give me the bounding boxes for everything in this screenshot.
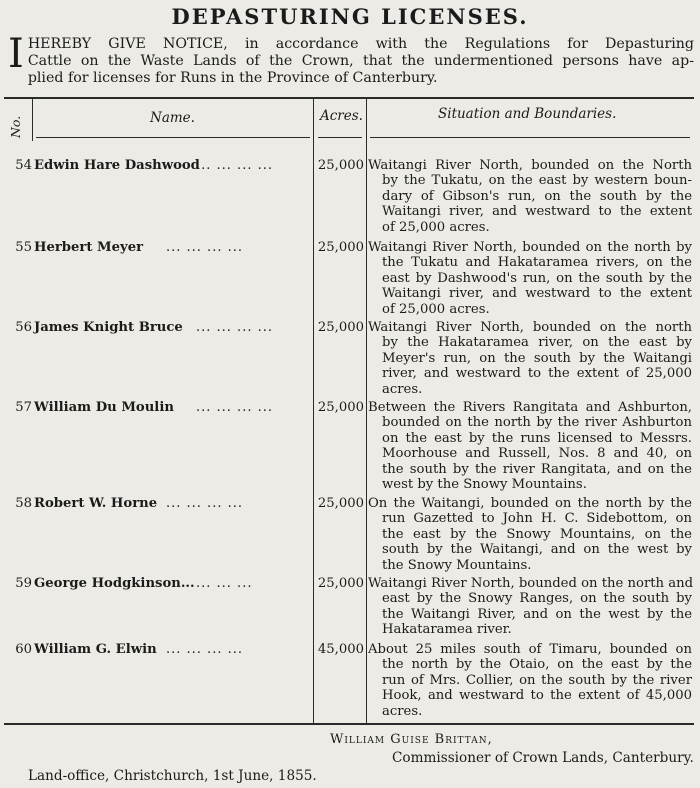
- row-acres: 25,000: [317, 320, 364, 335]
- notice-dropcap: I: [8, 31, 24, 77]
- row-situation: [368, 576, 692, 638]
- table-bottom-rule: [4, 723, 694, 725]
- row-leader-dots: ... ... ... ...: [166, 642, 243, 657]
- situation-line: Hook, and westward to the extent of 45,000: [382, 688, 692, 704]
- row-number: 55: [15, 240, 32, 255]
- signature-title: Commissioner of Crown Lands, Canterbury.: [392, 750, 694, 766]
- row-acres: 25,000: [317, 576, 364, 591]
- situation-line: of 25,000 acres.: [382, 219, 490, 235]
- situation-line: run of Mrs. Collier, on the south by the river: [382, 672, 692, 688]
- situation-line: of 25,000 acres.: [382, 301, 490, 317]
- situation-line: east by the Snowy Ranges, on the south by: [382, 591, 692, 607]
- situation-line: Waitangi river, and westward to the extent: [382, 204, 692, 220]
- situation-line: Waitangi River North, bounded on the north: [368, 320, 692, 335]
- row-leader-dots: ... ... ... ...: [196, 158, 273, 173]
- row-number: 56: [15, 320, 32, 335]
- header-underline-situation: [370, 137, 690, 138]
- situation-line: the Waitangi River, and on the west by the: [382, 606, 692, 622]
- situation-line: east by Dashwood's run, on the south by the: [382, 270, 692, 286]
- situation-line: south by the Waitangi, and on the west by: [382, 542, 692, 558]
- notice-paragraph: [8, 31, 694, 87]
- row-situation: [368, 496, 692, 573]
- header-underline-name: [36, 137, 310, 138]
- notice-line-3: plied for licenses for Runs in the Province of Canterbury.: [27, 70, 438, 86]
- situation-line: bounded on the north by the river Ashburton: [382, 415, 692, 431]
- situation-line: Between the Rivers Rangitata and Ashburton,: [368, 400, 692, 415]
- situation-line: the east by the Snowy Mountains, on the: [382, 526, 692, 542]
- row-number: 60: [15, 642, 32, 657]
- row-name: George Hodgkinson...: [34, 576, 195, 591]
- situation-line: Waitangi river, and westward to the extent: [382, 286, 692, 302]
- column-divider-no: [32, 99, 33, 141]
- situation-line: west by the Snowy Mountains.: [382, 477, 587, 493]
- situation-line: acres.: [382, 381, 423, 397]
- row-name: James Knight Bruce: [34, 320, 183, 335]
- situation-line: the north by the Otaio, on the east by the: [382, 657, 692, 673]
- situation-line: dary of Gibson's run, on the south by the: [382, 188, 692, 204]
- row-name: William G. Elwin: [34, 642, 157, 657]
- header-name: Name.: [150, 110, 195, 126]
- row-acres: 25,000: [317, 496, 364, 511]
- row-situation: [368, 400, 692, 492]
- situation-line: acres.: [382, 703, 423, 719]
- column-divider-name: [313, 99, 314, 723]
- row-acres: 25,000: [317, 158, 364, 173]
- situation-line: run Gazetted to John H. C. Sidebottom, on: [382, 511, 692, 527]
- row-acres: 25,000: [317, 240, 364, 255]
- row-name: Edwin Hare Dashwood: [34, 158, 200, 173]
- row-situation: [368, 320, 692, 397]
- situation-line: On the Waitangi, bounded on the north by the: [368, 496, 692, 511]
- row-name: Herbert Meyer: [34, 240, 144, 255]
- situation-line: by the Hakataramea river, on the east by: [382, 335, 692, 351]
- footer-place-date: Land-office, Christchurch, 1st June, 1855.: [28, 768, 317, 784]
- row-number: 54: [15, 158, 32, 173]
- row-name: Robert W. Horne: [34, 496, 158, 511]
- notice-line-1: HEREBY GIVE NOTICE, in accordance with the Regulations for Depasturing: [27, 36, 694, 52]
- row-leader-dots: ... ... ... ...: [166, 240, 243, 255]
- situation-line: Waitangi River North, bounded on the North: [368, 158, 692, 173]
- row-acres: 25,000: [317, 400, 364, 415]
- row-number: 58: [15, 496, 32, 511]
- situation-line: Hakataramea river.: [382, 622, 512, 638]
- row-situation: [368, 642, 692, 719]
- situation-line: Waitangi River North, bounded on the north and: [368, 576, 694, 591]
- table-top-rule: [4, 97, 694, 99]
- row-number: 57: [15, 400, 32, 415]
- header-situation: Situation and Boundaries.: [438, 106, 617, 122]
- column-divider-acres: [366, 99, 367, 723]
- header-underline-acres: [318, 137, 362, 138]
- header-no: No.: [8, 115, 23, 138]
- row-name: William Du Moulin: [34, 400, 174, 415]
- situation-line: Moorhouse and Russell, Nos. 8 and 40, on: [382, 446, 692, 462]
- notice-line-2: Cattle on the Waste Lands of the Crown, that the undermentioned persons have ap-: [27, 53, 694, 69]
- situation-line: on the east by the runs licensed to Messrs.: [382, 430, 692, 446]
- situation-line: by the Tukatu, on the east by western boun-: [382, 173, 692, 189]
- row-number: 59: [15, 576, 32, 591]
- row-situation: [368, 158, 692, 235]
- situation-line: Waitangi River North, bounded on the north by: [368, 240, 692, 255]
- situation-line: the south by the river Rangitata, and on the: [382, 461, 692, 477]
- signature-name: William Guise Brittan,: [330, 732, 493, 747]
- row-leader-dots: ... ... ... ...: [196, 400, 273, 415]
- row-leader-dots: ... ... ...: [196, 576, 253, 591]
- header-acres: Acres.: [320, 108, 363, 124]
- row-leader-dots: ... ... ... ...: [196, 320, 273, 335]
- situation-line: river, and westward to the extent of 25,000: [382, 366, 692, 382]
- situation-line: Meyer's run, on the south by the Waitangi: [382, 350, 692, 366]
- row-situation: [368, 240, 692, 317]
- situation-line: the Tukatu and Hakataramea rivers, on the: [382, 255, 692, 271]
- page-title: DEPASTURING LICENSES.: [171, 4, 529, 29]
- row-acres: 45,000: [317, 642, 364, 657]
- situation-line: the Snowy Mountains.: [382, 557, 532, 573]
- row-leader-dots: ... ... ... ...: [166, 496, 243, 511]
- situation-line: About 25 miles south of Timaru, bounded on: [368, 642, 692, 657]
